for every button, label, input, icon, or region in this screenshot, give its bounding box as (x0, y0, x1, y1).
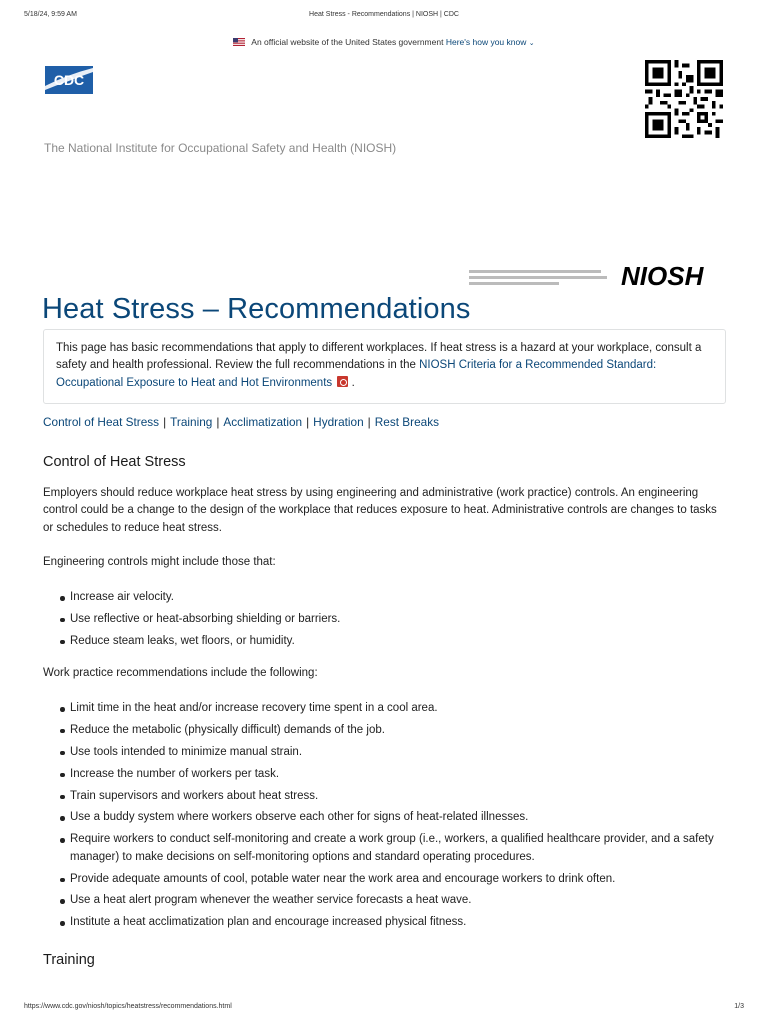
section-heading-control: Control of Heat Stress (43, 454, 186, 470)
work-practice-list (43, 700, 733, 936)
intro-callout (43, 329, 726, 404)
jump-link-hydration[interactable]: Hydration (313, 415, 364, 429)
jump-link-acclimatization[interactable]: Acclimatization (223, 415, 303, 429)
list-item: Use tools intended to minimize manual strain. (43, 744, 733, 761)
gov-banner (0, 37, 768, 47)
qr-code (643, 60, 725, 138)
gov-banner-text: An official website of the United States government (251, 37, 444, 47)
print-page-title: Heat Stress - Recommendations | NIOSH | CDC (309, 11, 459, 18)
list-item: Institute a heat acclimatization plan and encourage increased physical fitness. (43, 914, 733, 931)
niosh-badge (469, 262, 721, 290)
intro-text: This page has basic recommendations that apply to different workplaces. If heat stress is a hazard at your workplace, consult a safety and health professional. Review the full recommendations in the (56, 342, 702, 372)
print-url: https://www.cdc.gov/niosh/topics/heatstress/recommendations.html (24, 1003, 232, 1010)
list-item: Use a heat alert program whenever the weather service forecasts a heat wave. (43, 892, 733, 909)
niosh-criteria-link[interactable]: NIOSH Criteria for a Recommended Standard: Occupational Exposure to Heat and Hot Environments (56, 359, 657, 389)
jump-links (43, 415, 439, 429)
separator: | (216, 415, 220, 429)
niosh-logo (619, 262, 719, 290)
heres-how-you-know-link[interactable]: Here's how you know (445, 37, 527, 47)
print-datetime: 5/18/24, 9:59 AM (24, 11, 77, 18)
chevron-down-icon[interactable]: ⌄ (528, 40, 535, 47)
jump-link-training[interactable]: Training (170, 415, 213, 429)
niosh-wordmark: NIOSH (621, 262, 704, 290)
engineering-controls-list (43, 589, 733, 655)
separator: | (306, 415, 310, 429)
print-page-number: 1/3 (734, 1003, 744, 1010)
us-flag-icon (233, 38, 245, 46)
intro-end: . (351, 376, 355, 389)
control-paragraph-3: Work practice recommendations include the following: (43, 667, 318, 679)
list-item: Limit time in the heat and/or increase recovery time spent in a cool area. (43, 700, 733, 717)
list-item: Require workers to conduct self-monitoring and create a work group (i.e., workers, a qualified healthcare provider, and a safety manager) to make decisions on self-monitoring options and standard operating procedures. (43, 831, 733, 866)
pdf-icon (337, 376, 348, 387)
cdc-logo[interactable] (43, 64, 95, 96)
section-heading-training: Training (43, 952, 95, 968)
separator: | (163, 415, 167, 429)
list-item: Increase air velocity. (43, 589, 733, 606)
cdc-logo-text: CDC (53, 72, 85, 88)
list-item: Reduce the metabolic (physically difficult) demands of the job. (43, 722, 733, 739)
print-header (0, 11, 768, 23)
control-paragraph-2: Engineering controls might include those that: (43, 556, 276, 568)
list-item: Use reflective or heat-absorbing shielding or barriers. (43, 611, 733, 628)
list-item: Use a buddy system where workers observe each other for signs of heat-related illnesses. (43, 809, 733, 826)
jump-link-rest-breaks[interactable]: Rest Breaks (374, 415, 439, 429)
list-item: Increase the number of workers per task. (43, 766, 733, 783)
page-title: Heat Stress – Recommendations (42, 293, 471, 325)
niosh-subtitle-link[interactable]: The National Institute for Occupational Safety and Health (NIOSH) (44, 141, 397, 155)
jump-link-control[interactable]: Control of Heat Stress (43, 415, 160, 429)
list-item: Provide adequate amounts of cool, potable water near the work area and encourage workers to drink often. (43, 871, 733, 888)
separator: | (367, 415, 371, 429)
niosh-tagline (469, 268, 609, 286)
list-item: Train supervisors and workers about heat stress. (43, 788, 733, 805)
list-item: Reduce steam leaks, wet floors, or humidity. (43, 633, 733, 650)
control-paragraph-1: Employers should reduce workplace heat stress by using engineering and administrative (work practice) controls. An engineering control could be a change to the design of the workplace that reduces exposure to heat. Administrative controls are changes to tasks or schedules to reduce heat stress. (43, 487, 717, 534)
